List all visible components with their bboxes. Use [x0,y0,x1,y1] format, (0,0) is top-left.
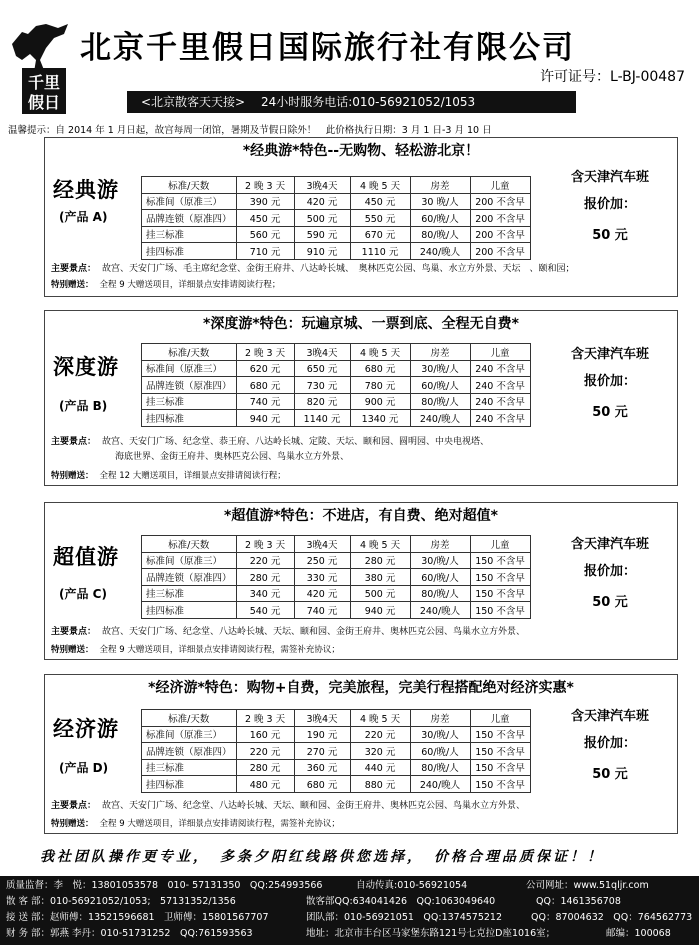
table-cell: 挂三标准 [142,393,237,410]
sights-text: 故宫、天安门广场、纪念堂、八达岭长城、天坛、颐和园、金街王府井、奥林匹克公园、鸟巢水立方外景、 [102,801,526,811]
table-cell: 200 不含早 [470,243,530,260]
table-cell: 590 元 [294,226,350,243]
table-cell: 190 元 [294,726,350,743]
product-name: 经典游 [53,178,119,202]
table-cell: 挂三标准 [142,226,237,243]
table-row [142,726,531,743]
pickup-sub: 报价加： [583,736,636,751]
svg-text:假日: 假日 [27,93,61,112]
table-row [142,193,531,210]
footer-cell: QQ：87004632 QQ：764562773 [531,912,693,923]
product-card-b [44,310,678,486]
table-header-row [142,536,531,553]
table-cell: 150 不含早 [470,726,530,743]
company-name: 北京千里假日国际旅行社有限公司 [80,30,575,66]
table-header-row [142,344,531,361]
table-header-cell: 4 晚 5 天 [350,177,410,194]
table-cell: 150 不含早 [470,759,530,776]
table-cell: 240 不含早 [470,377,530,394]
table-header-cell: 房差 [410,177,470,194]
gift-label: 特别赠送： [51,819,94,829]
table-header-row [142,710,531,727]
table-cell: 150 不含早 [470,776,530,793]
page-header [0,0,699,136]
table-cell: 330 元 [294,569,350,586]
footer-cell: 地址：北京市丰台区马家堡东路121号七克拉D座1016室； [306,928,556,939]
table-header-cell: 3晚4天 [294,710,350,727]
table-cell: 280 元 [236,569,294,586]
table-cell: 620 元 [236,360,294,377]
table-header-cell: 房差 [410,344,470,361]
table-cell: 670 元 [350,226,410,243]
table-header-cell: 儿童 [470,344,530,361]
table-cell: 挂三标准 [142,759,237,776]
table-cell: 680 元 [236,377,294,394]
pickup-title: 含天津汽车班 [570,170,649,185]
table-cell: 820 元 [294,393,350,410]
table-cell: 30/晚/人 [410,726,470,743]
table-header-cell: 标准/天数 [142,710,237,727]
table-cell: 500 元 [294,210,350,227]
pickup-price-box [549,705,671,782]
pickup-price: 50 元 [592,405,628,420]
table-cell: 550 元 [350,210,410,227]
table-row [142,602,531,619]
table-cell: 280 元 [350,552,410,569]
footer-cell: 邮编：100068 [606,928,671,939]
table-cell: 360 元 [294,759,350,776]
product-title: *深度游*特色：玩遍京城、一票到底、全程无自费* [203,316,519,332]
table-cell: 220 元 [236,743,294,760]
product-code: (产品 D) [59,761,109,775]
table-cell: 品牌连锁（原准四） [142,377,237,394]
table-row [142,776,531,793]
gift-text: 全程 9 大赠送项目，详细景点安排请阅读行程，需签补充协议； [99,645,340,655]
pickup-sub: 报价加： [583,197,636,212]
table-cell: 240/晚人 [410,410,470,427]
table-cell: 420 元 [294,585,350,602]
table-cell: 240/晚人 [410,243,470,260]
sights-label: 主要景点： [51,627,97,637]
table-cell: 480 元 [236,776,294,793]
table-header-cell: 标准/天数 [142,344,237,361]
table-cell: 挂四标准 [142,776,237,793]
table-cell: 240 不含早 [470,393,530,410]
sights-label: 主要景点： [51,801,97,811]
svg-text:千里: 千里 [27,73,61,92]
table-cell: 680 元 [294,776,350,793]
pickup-price: 50 元 [592,228,628,243]
table-cell: 880 元 [350,776,410,793]
table-cell: 标准间（原准三） [142,193,237,210]
banner-hotline: 24小时服务电话:010-56921052/1053 [260,95,476,109]
sights-label: 主要景点： [51,264,97,274]
table-cell: 280 元 [236,759,294,776]
price-table [141,176,531,260]
table-cell: 160 元 [236,726,294,743]
table-cell: 150 不含早 [470,585,530,602]
table-cell: 挂四标准 [142,602,237,619]
table-cell: 30 晚/人 [410,193,470,210]
table-cell: 80/晚/人 [410,585,470,602]
table-cell: 380 元 [350,569,410,586]
footer-cell: 散 客 部：010-56921052/1053; 57131352/1356 [6,896,236,907]
footer-cell: 质量监督：李 悦：13801053578 010- 57131350 QQ:254993566 [6,880,323,891]
table-cell: 150 不含早 [470,602,530,619]
table-cell: 60/晚/人 [410,743,470,760]
pickup-title: 含天津汽车班 [570,537,649,552]
table-row [142,393,531,410]
footer-cell: QQ：1461356708 [536,896,621,907]
sights-text: 故宫、天安门广场、纪念堂、恭王府、八达岭长城、定陵、天坛、颐和园、圆明园、中央电视塔、 [102,437,490,447]
table-row [142,410,531,427]
table-cell: 1340 元 [350,410,410,427]
table-header-cell: 3晚4天 [294,344,350,361]
table-cell: 390 元 [236,193,294,210]
pickup-price-box [549,343,671,420]
table-header-cell: 房差 [410,710,470,727]
gift-label: 特别赠送： [51,280,94,290]
footer-row [6,927,671,941]
table-header-cell: 标准/天数 [142,536,237,553]
table-cell: 150 不含早 [470,743,530,760]
pickup-sub: 报价加： [583,374,636,389]
table-header-cell: 4 晚 5 天 [350,536,410,553]
product-name: 超值游 [53,545,119,569]
table-cell: 250 元 [294,552,350,569]
price-table [141,535,531,619]
table-cell: 540 元 [236,602,294,619]
contact-footer [0,876,699,945]
table-cell: 740 元 [294,602,350,619]
gift-text: 全程 9 大赠送项目，详细景点安排请阅读行程； [99,280,281,290]
table-cell: 940 元 [350,602,410,619]
table-cell: 740 元 [236,393,294,410]
table-header-cell: 儿童 [470,177,530,194]
table-cell: 240 不含早 [470,410,530,427]
table-row [142,226,531,243]
table-header-cell: 2 晚 3 天 [236,710,294,727]
table-cell: 240/晚人 [410,776,470,793]
table-cell: 240/晚人 [410,602,470,619]
pickup-sub: 报价加： [583,564,636,579]
gift-label: 特别赠送： [51,471,94,481]
special-gift [51,469,286,481]
table-header-cell: 4 晚 5 天 [350,344,410,361]
footer-row [6,895,621,909]
gift-text: 全程 12 大赠送项目，详细景点安排请阅读行程； [99,471,286,481]
table-header-cell: 3晚4天 [294,536,350,553]
special-gift [51,278,280,290]
sights-text-2: 海底世界、金街王府井、奥林匹克公园、鸟巢水立方外景、 [115,452,350,462]
table-cell: 60/晚/人 [410,210,470,227]
footer-cell: 团队部：010-56921051 QQ:1374575212 [306,912,503,923]
table-cell: 500 元 [350,585,410,602]
table-header-cell: 儿童 [470,536,530,553]
sights-text: 故宫、天安门广场、毛主席纪念堂、金街王府井、八达岭长城、 奥林匹克公园、鸟巢、水立方外景、天坛 、颐和园； [102,264,575,274]
product-card-c [44,502,678,660]
table-cell: 品牌连锁（原准四） [142,743,237,760]
product-code: (产品 C) [59,587,107,601]
product-card-a [44,137,678,297]
footer-cell: 散客部QQ:634041426 QQ:1063049640 [306,896,496,907]
table-cell: 680 元 [350,360,410,377]
table-cell: 80/晚/人 [410,393,470,410]
table-cell: 200 不含早 [470,226,530,243]
table-row [142,377,531,394]
table-row [142,360,531,377]
table-header-cell: 标准/天数 [142,177,237,194]
service-banner [127,91,576,113]
license-number: 许可证号：L-BJ-00487 [540,69,685,85]
table-header-cell: 2 晚 3 天 [236,536,294,553]
table-row [142,552,531,569]
table-cell: 270 元 [294,743,350,760]
slogan: 我社团队操作更专业， 多条夕阳红线路供您选择， 价格合理品质保证！！ [40,849,604,865]
table-cell: 420 元 [294,193,350,210]
table-cell: 挂三标准 [142,585,237,602]
table-cell: 340 元 [236,585,294,602]
table-cell: 200 不含早 [470,210,530,227]
footer-cell: 接 送 部：赵师傅：13521596681 卫师傅：15801567707 [6,912,269,923]
table-cell: 320 元 [350,743,410,760]
table-row [142,243,531,260]
footer-row [6,879,649,893]
table-cell: 730 元 [294,377,350,394]
table-header-cell: 4 晚 5 天 [350,710,410,727]
product-code: (产品 A) [59,210,108,224]
table-cell: 30/晚/人 [410,360,470,377]
table-cell: 440 元 [350,759,410,776]
table-cell: 240 不含早 [470,360,530,377]
pickup-price-box [549,166,671,243]
table-cell: 940 元 [236,410,294,427]
special-gift [51,817,340,829]
pickup-price: 50 元 [592,767,628,782]
product-code: (产品 B) [59,399,108,413]
footer-cell: 公司网址：www.51qljr.com [526,880,649,891]
table-row [142,743,531,760]
horse-logo-icon [6,14,76,118]
table-row [142,210,531,227]
table-cell: 1140 元 [294,410,350,427]
table-cell: 60/晚/人 [410,377,470,394]
table-cell: 220 元 [236,552,294,569]
footer-cell: 自动传真:010-56921054 [356,880,468,891]
banner-left: <北京散客天天接> [141,95,246,109]
product-title: *经济游*特色：购物+自费，完美旅程，完美行程搭配绝对经济实惠* [148,680,574,696]
table-cell: 60/晚/人 [410,569,470,586]
company-logo [6,14,76,118]
table-cell: 1110 元 [350,243,410,260]
table-header-row [142,177,531,194]
product-title: *经典游*特色--无购物、轻松游北京！ [242,143,480,159]
table-cell: 标准间（原准三） [142,552,237,569]
pickup-price: 50 元 [592,595,628,610]
table-header-cell: 3晚4天 [294,177,350,194]
table-cell: 220 元 [350,726,410,743]
notice-text: 温馨提示：自 2014 年 1 月日起，故宫每周一闭馆，暑期及节假日除外！ 此价格执行日期：3 月 1 日-3 月 10 日 [8,125,492,136]
table-row [142,569,531,586]
pickup-title: 含天津汽车班 [570,709,649,724]
table-cell: 标准间（原准三） [142,726,237,743]
table-cell: 150 不含早 [470,552,530,569]
table-cell: 710 元 [236,243,294,260]
table-cell: 标准间（原准三） [142,360,237,377]
product-title: *超值游*特色：不进店，有自费、绝对超值* [224,508,498,524]
table-cell: 900 元 [350,393,410,410]
table-header-cell: 儿童 [470,710,530,727]
table-cell: 450 元 [236,210,294,227]
table-cell: 80/晚/人 [410,759,470,776]
pickup-price-box [549,533,671,610]
special-gift [51,643,340,655]
table-cell: 780 元 [350,377,410,394]
table-row [142,759,531,776]
table-cell: 挂四标准 [142,410,237,427]
table-cell: 650 元 [294,360,350,377]
gift-label: 特别赠送： [51,645,94,655]
table-cell: 200 不含早 [470,193,530,210]
table-cell: 910 元 [294,243,350,260]
table-cell: 30/晚/人 [410,552,470,569]
price-table [141,709,531,793]
sights-label: 主要景点： [51,437,97,447]
table-cell: 150 不含早 [470,569,530,586]
table-row [142,585,531,602]
footer-row [6,911,692,925]
table-header-cell: 2 晚 3 天 [236,344,294,361]
table-cell: 80/晚/人 [410,226,470,243]
main-sights [51,435,489,465]
table-header-cell: 2 晚 3 天 [236,177,294,194]
table-cell: 450 元 [350,193,410,210]
table-cell: 品牌连锁（原准四） [142,210,237,227]
pickup-title: 含天津汽车班 [570,347,649,362]
table-header-cell: 房差 [410,536,470,553]
sights-text: 故宫、天安门广场、纪念堂、八达岭长城、天坛、颐和园、金街王府井、奥林匹克公园、鸟巢水立方外景、 [102,627,526,637]
table-cell: 品牌连锁（原准四） [142,569,237,586]
table-cell: 挂四标准 [142,243,237,260]
product-name: 经济游 [53,717,119,741]
table-cell: 560 元 [236,226,294,243]
gift-text: 全程 9 大赠送项目，详细景点安排请阅读行程，需签补充协议； [99,819,340,829]
product-card-d [44,674,678,834]
price-table [141,343,531,427]
footer-cell: 财 务 部：郭燕 李丹：010-51731252 QQ:761593563 [6,928,253,939]
product-name: 深度游 [53,355,119,379]
